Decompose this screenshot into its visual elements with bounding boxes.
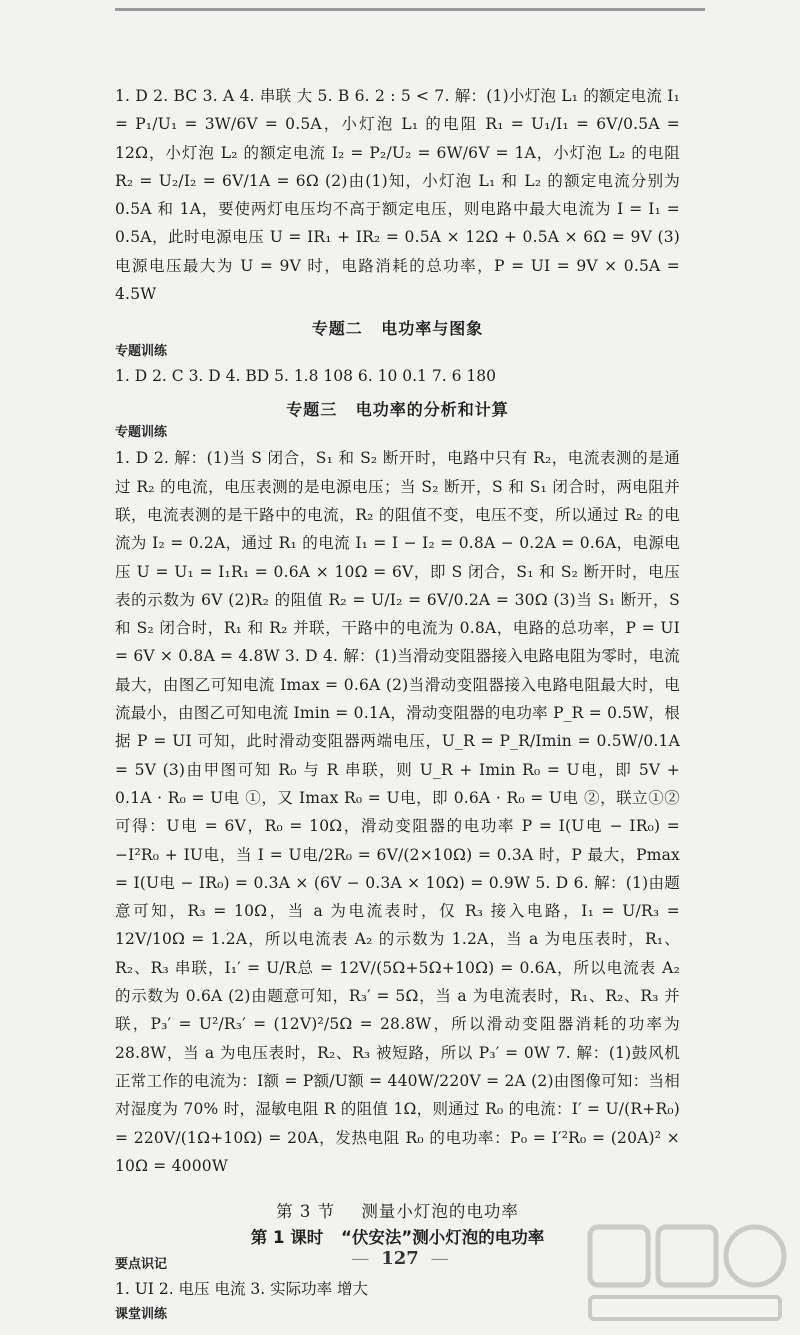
- section-title: 测量小灯泡的电功率: [361, 1202, 519, 1222]
- answers-block-3: 1. D 2. 解：(1)当 S 闭合，S₁ 和 S₂ 断开时，电路中只有 R₂，电流表测的是通过 R₂ 的电流，电压表测的是电源电压；当 S₂ 断开，S 和 S₁ 闭合时，两电阻并联，电流表测的是干路中的电流，R₂ 的阻值不变，电压不变，所以通过 R₂ 的电流为 I₂ = 0.2A，通过 R₁ 的电流 I₁ = I − I₂ = 0.8A − 0.2A = 0.6A，电源电压 U = U₁ = I₁R₁ = 0.6A × 10Ω = 6V，即 S 闭合，S₁ 和 S₂ 断开时，电压表的示数为 6V (2)R₂ 的阻值 R₂ = U/I₂ = 6V/0.2A = 30Ω (3)当 S₁ 断开，S 和 S₂ 闭合时，R₁ 和 R₂ 并联，干路中的电流为 0.8A，电路的总功率，P = UI = 6V × 0.8A = 4.8W 3. D 4. 解：(1)当滑动变阻器接入电路电阻为零时，电流最大，由图乙可知电流 Imax = 0.6A (2)当滑动变阻器接入电路电阻最大时，电流最小，由图乙可知电流 Imin = 0.1A，滑动变阻器的电功率 P_R = 0.5W，根据 P = UI 可知，此时滑动变阻器两端电压，U_R = P_R/Imin = 0.5W/0.1A = 5V (3)由甲图可知 R₀ 与 R 串联，则 U_R + Imin R₀ = U电，即 5V + 0.1A · R₀ = U电 ①，又 Imax R₀ = U电，即 0.6A · R₀ = U电 ②，联立①②可得：U电 = 6V，R₀ = 10Ω，滑动变阻器的电功率 P = I(U电 − IR₀) = −I²R₀ + IU电，当 I = U电/2R₀ = 6V/(2×10Ω) = 0.3A 时，P 最大，Pmax = I(U电 − IR₀) = 0.3A × (6V − 0.3A × 10Ω) = 0.9W 5. D 6. 解：(1)由题意可知，R₃ = 10Ω，当 a 为电流表时，仅 R₃ 接入电路，I₁ = U/R₃ = 12V/10Ω = 1.2A，所以电流表 A₂ 的示数为 1.2A，当 a 为电压表时，R₁、R₂、R₃ 串联，I₁′ = U/R总 = 12V/(5Ω+5Ω+10Ω) = 0.6A，所以电流表 A₂ 的示数为 0.6A (2)由题意可知，R₃′ = 5Ω，当 a 为电流表时，R₁、R₂、R₃ 并联，P₃′ = U²/R₃′ = (12V)²/5Ω = 28.8W，所以滑动变阻器消耗的功率为 28.8W，当 a 为电压表时，R₂、R₃ 被短路，所以 P₃′ = 0W 7. 解：(1)鼓风机正常工作的电流为：I额 = P额/U额 = 440W/220V = 2A (2)由图像可知：当相对湿度为 70% 时，湿敏电阻 R 的阻值 1Ω，则通过 R₀ 的电流：I′ = U/(R+R₀) = 220V/(1Ω+10Ω) = 20A，发热电阻 R₀ 的电功率：P₀ = I′²R₀ = (20A)² × 10Ω = 4000W: [115, 449, 680, 1175]
- top-rule: [115, 8, 705, 11]
- topic-3-label: 专题三: [286, 400, 338, 420]
- lesson-title: “伏安法”测小灯泡的电功率: [341, 1228, 545, 1248]
- topic-2-subheading: 专题训练: [115, 344, 168, 360]
- answers-block-1: 1. D 2. BC 3. A 4. 串联 大 5. B 6. 2 : 5 < 7. 解：(1)小灯泡 L₁ 的额定电流 I₁ = P₁/U₁ = 3W/6V = 0.5A，小灯泡 L₁ 的电阻 R₁ = U₁/I₁ = 6V/0.5A = 12Ω，小灯泡 L₂ 的额定电流 I₂ = P₂/U₂ = 6W/6V = 1A，小灯泡 L₂ 的电阻 R₂ = U₂/I₂ = 6V/1A = 6Ω (2)由(1)知，小灯泡 L₁ 和 L₂ 的额定电流分别为 0.5A 和 1A，要使两灯电压均不高于额定电压，则电路中最大电流为 I = I₁ = 0.5A，此时电源电压 U = IR₁ + IR₂ = 0.5A × 12Ω + 0.5A × 6Ω = 9V (3)电源电压最大为 U = 9V 时，电路消耗的总功率，P = UI = 9V × 0.5A = 4.5W: [115, 87, 680, 304]
- lesson-label: 第 1 课时: [250, 1228, 324, 1248]
- section-label: 第 3 节: [276, 1202, 336, 1222]
- keypoints-subheading: 要点识记: [115, 1257, 168, 1273]
- topic-2-answers: 1. D 2. C 3. D 4. BD 5. 1.8 108 6. 10 0.1 7. 6 180: [115, 367, 496, 386]
- keypoints-answers: 1. UI 2. 电压 电流 3. 实际功率 增大: [115, 1280, 369, 1299]
- watermark-logo-icon: [580, 1219, 790, 1329]
- topic-3-title: 电功率的分析和计算: [355, 400, 509, 420]
- topic-3-subheading: 专题训练: [115, 425, 168, 441]
- topic-2-title: 电功率与图象: [381, 319, 484, 339]
- answer-page: [115, 82, 680, 1326]
- page-number-dash-left: —: [351, 1248, 370, 1269]
- topic-3-heading: [115, 397, 680, 420]
- topic-2-heading: [115, 316, 680, 339]
- topic-2-label: 专题二: [311, 319, 363, 339]
- classroom-subheading: 课堂训练: [115, 1307, 168, 1323]
- page-number-dash-right: —: [430, 1248, 449, 1269]
- page-number: 127: [381, 1248, 419, 1269]
